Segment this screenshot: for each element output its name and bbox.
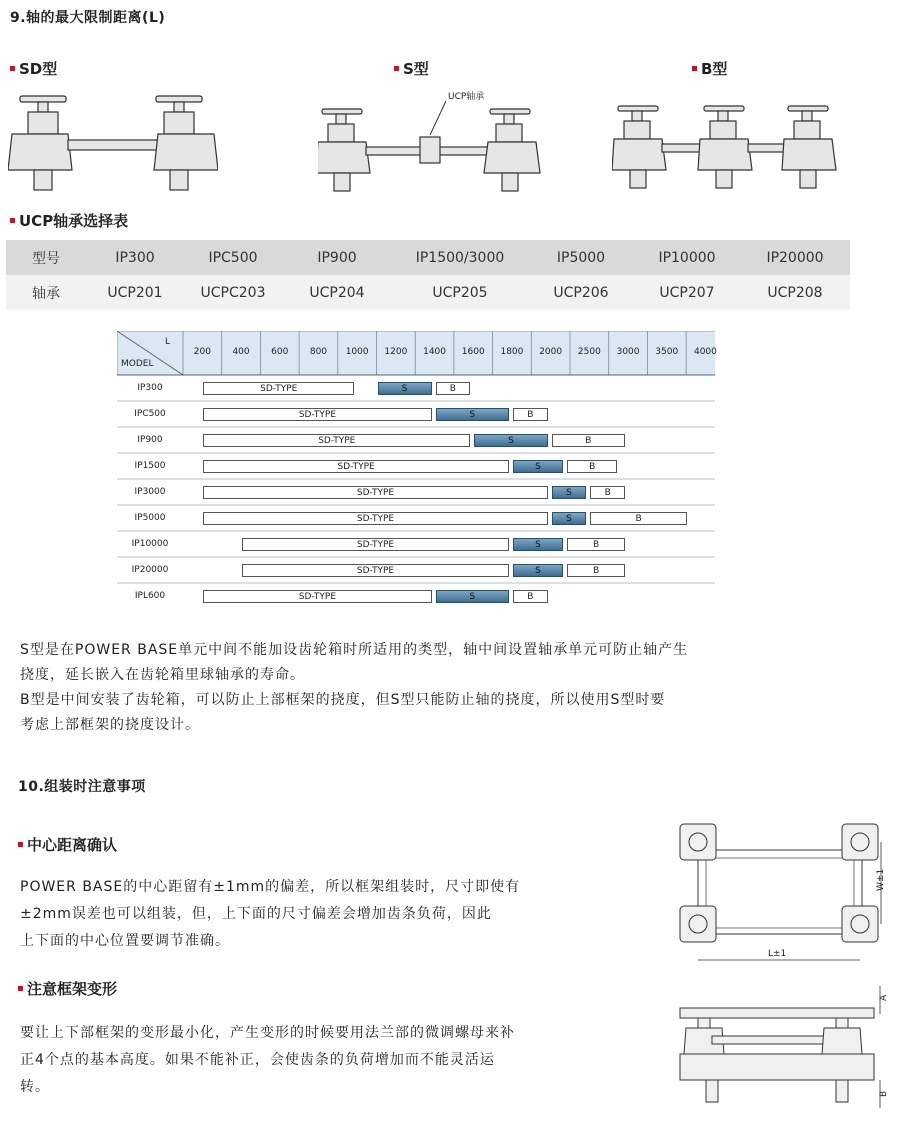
- ucp-callout: UCP轴承: [448, 92, 485, 102]
- bullet-icon: [18, 842, 23, 847]
- type-label-b: [692, 58, 727, 79]
- table-cell: UCPC203: [184, 275, 282, 310]
- bullet-icon: [18, 986, 23, 991]
- side-view-drawing: [676, 984, 896, 1114]
- center-distance-title: [18, 834, 117, 855]
- bar-sd-type: SD-TYPE: [203, 434, 470, 447]
- bar-sd-type: SD-TYPE: [203, 512, 547, 525]
- table-cell: IP900: [282, 240, 392, 275]
- bar-s-type: S: [474, 434, 547, 447]
- tick-label: 1600: [461, 347, 485, 357]
- bar-sd-type: SD-TYPE: [203, 460, 509, 473]
- ucp-title-text: UCP轴承选择表: [19, 212, 129, 230]
- tick-label: 3500: [655, 347, 679, 357]
- bar-b-type: B: [552, 434, 625, 447]
- frame-line: 转。: [20, 1079, 50, 1095]
- dim-l-label: L±1: [768, 949, 787, 959]
- tick-label: 4000: [693, 347, 717, 357]
- bar-b-type: B: [436, 382, 471, 395]
- ucp-selection-table: [6, 240, 850, 310]
- table-cell: 型号: [6, 240, 86, 275]
- bar-s-type: S: [513, 564, 563, 577]
- frame-deform-text: [20, 1020, 650, 1101]
- type-description: [20, 638, 880, 738]
- row-model-label: IPC500: [134, 409, 166, 419]
- chart-header-model: MODEL: [121, 359, 154, 369]
- row-model-label: IP3000: [134, 487, 166, 497]
- table-cell: UCP208: [740, 275, 850, 310]
- tick-label: 200: [193, 347, 211, 357]
- table-cell: IP20000: [740, 240, 850, 275]
- center-title-text: 中心距离确认: [27, 836, 118, 854]
- table-cell: IPC500: [184, 240, 282, 275]
- row-model-label: IP300: [137, 383, 163, 393]
- dim-b-label: B: [879, 1090, 889, 1097]
- desc-line: B型是中间安装了齿轮箱，可以防止上部框架的挠度，但S型只能防止轴的挠度，所以使用S型时要: [20, 692, 666, 708]
- bullet-icon: [10, 218, 15, 223]
- frame-title-text: 注意框架变形: [27, 980, 118, 998]
- max-length-chart: [117, 331, 715, 608]
- table-cell: IP300: [86, 240, 184, 275]
- table-row-bearings: [6, 275, 850, 310]
- bar-b-type: B: [513, 590, 548, 603]
- top-view-drawing: [676, 820, 896, 972]
- ucp-section-title: [10, 210, 128, 231]
- tick-label: 600: [271, 347, 289, 357]
- table-cell: UCP207: [634, 275, 740, 310]
- bar-s-type: S: [552, 486, 587, 499]
- table-cell: UCP201: [86, 275, 184, 310]
- row-model-label: IP20000: [131, 565, 169, 575]
- table-cell: UCP204: [282, 275, 392, 310]
- section9-title: 9.轴的最大限制距离(L): [10, 10, 166, 26]
- table-cell: IP5000: [528, 240, 634, 275]
- type-label-text: B型: [701, 60, 728, 78]
- type-label-sd: [10, 58, 57, 79]
- frame-line: 要让上下部框架的变形最小化，产生变形的时候要用法兰部的微调螺母来补: [20, 1025, 515, 1041]
- desc-line: S型是在POWER BASE单元中间不能加设齿轮箱时所适用的类型，轴中间设置轴承单元可防止轴产生: [20, 642, 689, 658]
- chart-header-l: L: [165, 337, 171, 347]
- frame-deform-title: [18, 978, 117, 999]
- tick-label: 3000: [616, 347, 640, 357]
- table-cell: UCP206: [528, 275, 634, 310]
- bullet-icon: [394, 66, 399, 71]
- s-type-drawing: [318, 85, 553, 195]
- bar-b-type: B: [590, 486, 625, 499]
- bar-s-type: S: [436, 408, 509, 421]
- bar-b-type: B: [567, 538, 625, 551]
- bar-s-type: S: [378, 382, 432, 395]
- section10-title: 10.组装时注意事项: [18, 779, 146, 795]
- bar-sd-type: SD-TYPE: [242, 538, 509, 551]
- row-model-label: IP1500: [134, 461, 166, 471]
- row-model-label: IP5000: [134, 513, 166, 523]
- bar-s-type: S: [552, 512, 587, 525]
- bar-b-type: B: [590, 512, 687, 525]
- tick-label: 2000: [539, 347, 563, 357]
- tick-label: 800: [309, 347, 328, 357]
- row-model-label: IPL600: [134, 591, 166, 601]
- frame-line: 正4个点的基本高度。如果不能补正，会使齿条的负荷增加而不能灵活运: [20, 1052, 495, 1068]
- center-distance-text: [20, 874, 640, 955]
- bar-sd-type: SD-TYPE: [203, 590, 431, 603]
- bar-s-type: S: [436, 590, 509, 603]
- center-line: ±2mm误差也可以组装，但，上下面的尺寸偏差会增加齿条负荷，因此: [20, 906, 492, 922]
- row-model-label: IP900: [137, 435, 163, 445]
- center-line: POWER BASE的中心距留有±1mm的偏差，所以框架组装时，尺寸即使有: [20, 879, 521, 895]
- center-line: 上下面的中心位置要调节准确。: [20, 933, 230, 949]
- table-row-models: [6, 240, 850, 275]
- dim-w-label: W±1: [876, 868, 886, 891]
- bar-sd-type: SD-TYPE: [203, 408, 431, 421]
- b-type-drawing: [612, 102, 852, 194]
- tick-label: 1000: [345, 347, 369, 357]
- type-label-s: [394, 58, 429, 79]
- table-cell: IP1500/3000: [392, 240, 528, 275]
- tick-label: 1400: [423, 347, 446, 357]
- type-label-text: SD型: [19, 60, 58, 78]
- bar-b-type: B: [513, 408, 548, 421]
- dim-a-label: A: [879, 994, 889, 1001]
- bar-sd-type: SD-TYPE: [242, 564, 509, 577]
- tick-label: 400: [232, 347, 250, 357]
- tick-label: 1800: [500, 347, 524, 357]
- bar-sd-type: SD-TYPE: [203, 382, 354, 395]
- sd-type-drawing: [8, 92, 218, 192]
- bar-b-type: B: [567, 564, 625, 577]
- bar-s-type: S: [513, 538, 563, 551]
- bar-b-type: B: [567, 460, 617, 473]
- table-cell: UCP205: [392, 275, 528, 310]
- tick-label: 1200: [384, 347, 408, 357]
- type-label-text: S型: [403, 60, 429, 78]
- bullet-icon: [692, 66, 697, 71]
- table-cell: 轴承: [6, 275, 86, 310]
- bar-s-type: S: [513, 460, 563, 473]
- bullet-icon: [10, 66, 15, 71]
- desc-line: 考虑上部框架的挠度设计。: [20, 717, 200, 733]
- tick-label: 2500: [577, 347, 601, 357]
- table-cell: IP10000: [634, 240, 740, 275]
- desc-line: 挠度，延长嵌入在齿轮箱里球轴承的寿命。: [20, 667, 305, 683]
- bar-sd-type: SD-TYPE: [203, 486, 547, 499]
- row-model-label: IP10000: [131, 539, 169, 549]
